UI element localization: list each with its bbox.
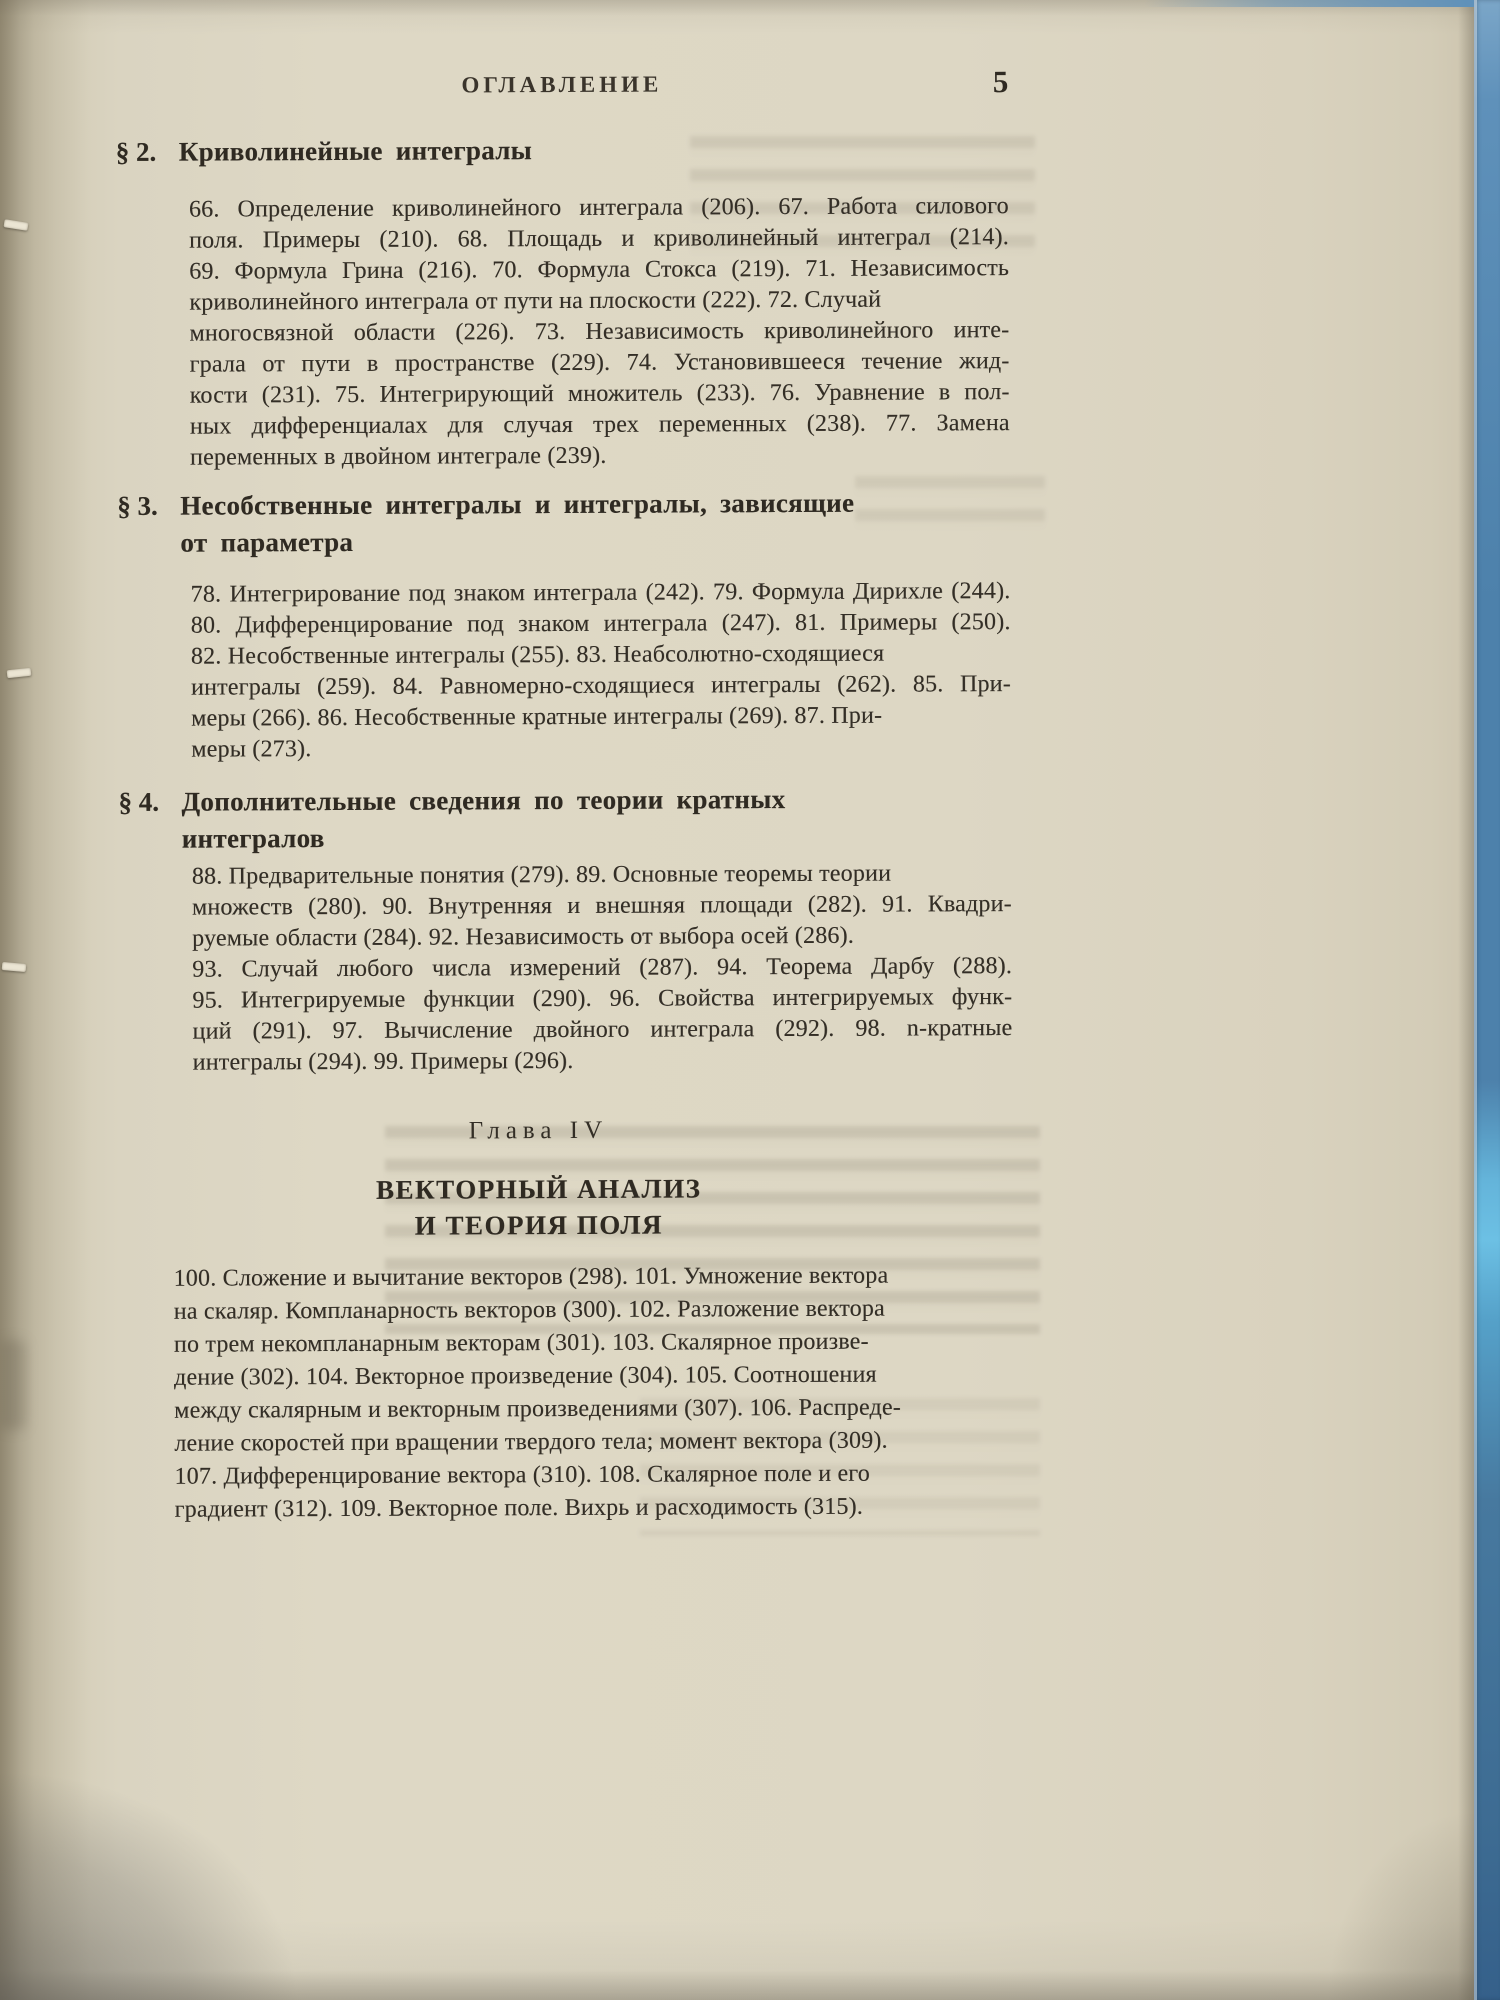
text-line bbox=[192, 889, 1012, 924]
section-2-title bbox=[179, 132, 533, 171]
text-line bbox=[191, 607, 1011, 642]
section-4-number: § 4. bbox=[118, 786, 160, 817]
chapter-title-line: ВЕКТОРНЫЙ АНАЛИЗ bbox=[375, 1173, 702, 1205]
line-text: 88. Предварительные понятия (279). 89. Основные теоремы теории bbox=[191, 860, 892, 890]
text-line bbox=[192, 1013, 1012, 1048]
text-line bbox=[189, 191, 1009, 226]
line-text: между скалярным и векторным произведениями (307). 106. Распреде- bbox=[174, 1394, 901, 1424]
text-line bbox=[190, 408, 1010, 443]
line-text: на скаляр. Компланарность векторов (300). 102. Разложение вектора bbox=[173, 1295, 885, 1325]
line-text: руемые области (284). 92. Независимость от выбора осей (286). bbox=[192, 922, 855, 952]
text-line bbox=[174, 1325, 1014, 1362]
line-text: интегралы (259). 84. Равномерно-сходящиеся интегралы (262). 85. При- bbox=[190, 671, 1011, 701]
text-line bbox=[190, 439, 1010, 474]
page-header-title: ОГЛАВЛЕНИЕ bbox=[461, 71, 663, 98]
book-cover-edge-top bbox=[1144, 0, 1474, 7]
section-title-line: Дополнительные сведения по теории кратных bbox=[181, 784, 786, 817]
text-line bbox=[174, 1358, 1014, 1395]
text-line bbox=[192, 982, 1012, 1017]
text-line bbox=[174, 1292, 1014, 1329]
text-line bbox=[191, 700, 1011, 735]
text-line bbox=[191, 576, 1011, 611]
text-line bbox=[174, 1259, 1014, 1296]
section-3-number: § 3. bbox=[117, 490, 158, 521]
line-text: 82. Несобственные интегралы (255). 83. Неабсолютно-сходящиеся bbox=[190, 640, 885, 670]
chapter-label: Глава IV bbox=[468, 1116, 609, 1145]
book-cover-edge bbox=[1474, 0, 1500, 2000]
line-text: поля. Примеры (210). 68. Площадь и криволинейный интеграл (214). bbox=[188, 224, 1009, 254]
text-line bbox=[193, 1044, 1013, 1079]
chapter-title-line: И ТЕОРИЯ ПОЛЯ bbox=[414, 1209, 664, 1241]
text-line bbox=[189, 315, 1009, 350]
page-number: 5 bbox=[992, 64, 1009, 100]
line-text: 95. Интегрируемые функции (290). 96. Свойства интегрируемых функ- bbox=[192, 984, 1013, 1014]
section-title-line: Несобственные интегралы и интегралы, зависящие bbox=[180, 487, 855, 521]
line-text: 78. Интегрирование под знаком интеграла (242). 79. Формула Дирихле (244). bbox=[190, 578, 1011, 608]
section-2-number: § 2. bbox=[115, 136, 157, 167]
text-line bbox=[189, 222, 1009, 257]
text-line bbox=[174, 1391, 1014, 1428]
binding-shadow bbox=[0, 0, 90, 2000]
text-line bbox=[192, 920, 1012, 955]
line-text: 69. Формула Грина (216). 70. Формула Стокса (219). 71. Независимость bbox=[189, 255, 1010, 285]
line-text: меры (273). bbox=[191, 736, 312, 763]
section-title-line: Криволинейные интегралы bbox=[178, 135, 533, 167]
bottom-right-corner-shadow bbox=[1326, 1810, 1476, 2000]
line-text: множеств (280). 90. Внутренняя и внешняя площади (282). 91. Квадри- bbox=[191, 891, 1012, 921]
section-3-entries bbox=[191, 576, 1012, 766]
line-text: меры (266). 86. Несобственные кратные интегралы (269). 87. При- bbox=[191, 702, 883, 732]
text-line bbox=[191, 638, 1011, 673]
text-line bbox=[192, 858, 1012, 893]
line-text: дение (302). 104. Векторное произведение (304). 105. Соотношения bbox=[173, 1361, 877, 1391]
text-line bbox=[175, 1490, 1015, 1527]
section-title-line: от параметра bbox=[180, 526, 354, 558]
edge-stain bbox=[0, 1340, 26, 1430]
section-4-heading bbox=[118, 780, 1011, 858]
line-text: переменных в двойном интеграле (239). bbox=[189, 442, 607, 471]
section-2-heading bbox=[116, 130, 1009, 171]
line-text: 100. Сложение и вычитание векторов (298). 101. Умножение вектора bbox=[173, 1262, 889, 1292]
line-text: ление скоростей при вращении твердого тела; момент вектора (309). bbox=[174, 1427, 888, 1457]
text-line bbox=[189, 284, 1009, 319]
line-text: многосвязной области (226). 73. Независимость криволинейного инте- bbox=[189, 317, 1010, 347]
text-line bbox=[189, 253, 1009, 288]
line-text: ций (291). 97. Вычисление двойного интеграла (292). 98. n-кратные bbox=[192, 1015, 1013, 1045]
line-text: 66. Определение криволинейного интеграла (206). 67. Работа силового bbox=[188, 193, 1009, 223]
line-text: градиент (312). 109. Векторное поле. Вихрь и расходимость (315). bbox=[174, 1493, 864, 1523]
section-4-title bbox=[181, 781, 785, 858]
bottom-left-corner-shadow bbox=[0, 1770, 300, 2000]
chapter-block bbox=[120, 1115, 1015, 1527]
paper-edge-shadow bbox=[1458, 0, 1474, 2000]
line-text: кости (231). 75. Интегрирующий множитель (233). 76. Уравнение в пол- bbox=[189, 379, 1010, 409]
section-2-entries bbox=[189, 191, 1010, 474]
text-line bbox=[174, 1424, 1014, 1461]
line-text: 107. Дифференцирование вектора (310). 108. Скалярное поле и его bbox=[174, 1460, 870, 1490]
section-3-title bbox=[180, 485, 854, 562]
text-line bbox=[190, 346, 1010, 381]
line-text: интегралы (294). 99. Примеры (296). bbox=[192, 1047, 574, 1076]
line-text: по трем некомпланарным векторам (301). 103. Скалярное произве- bbox=[173, 1328, 869, 1358]
page-content bbox=[115, 0, 1015, 1527]
line-text: 80. Дифференцирование под знаком интеграла (247). 81. Примеры (250). bbox=[190, 609, 1011, 639]
page-header bbox=[115, 64, 1009, 106]
line-text: 93. Случай любого числа измерений (287). 94. Теорема Дарбу (288). bbox=[192, 953, 1013, 983]
text-line bbox=[192, 951, 1012, 986]
chapter-title bbox=[92, 1169, 985, 1245]
text-line bbox=[190, 377, 1010, 412]
section-title-line: интегралов bbox=[181, 823, 325, 854]
chapter-entries bbox=[174, 1259, 1015, 1527]
line-text: криволинейного интеграла от пути на плоскости (222). 72. Случай bbox=[189, 286, 882, 316]
text-line bbox=[174, 1457, 1014, 1494]
line-text: ных дифференциалах для случая трех переменных (238). 77. Замена bbox=[189, 410, 1010, 440]
text-line bbox=[191, 731, 1011, 766]
text-line bbox=[191, 669, 1011, 704]
section-3-heading bbox=[117, 484, 1010, 562]
section-4-entries bbox=[192, 858, 1013, 1079]
line-text: грала от пути в пространстве (229). 74. Установившееся течение жид- bbox=[189, 348, 1010, 378]
